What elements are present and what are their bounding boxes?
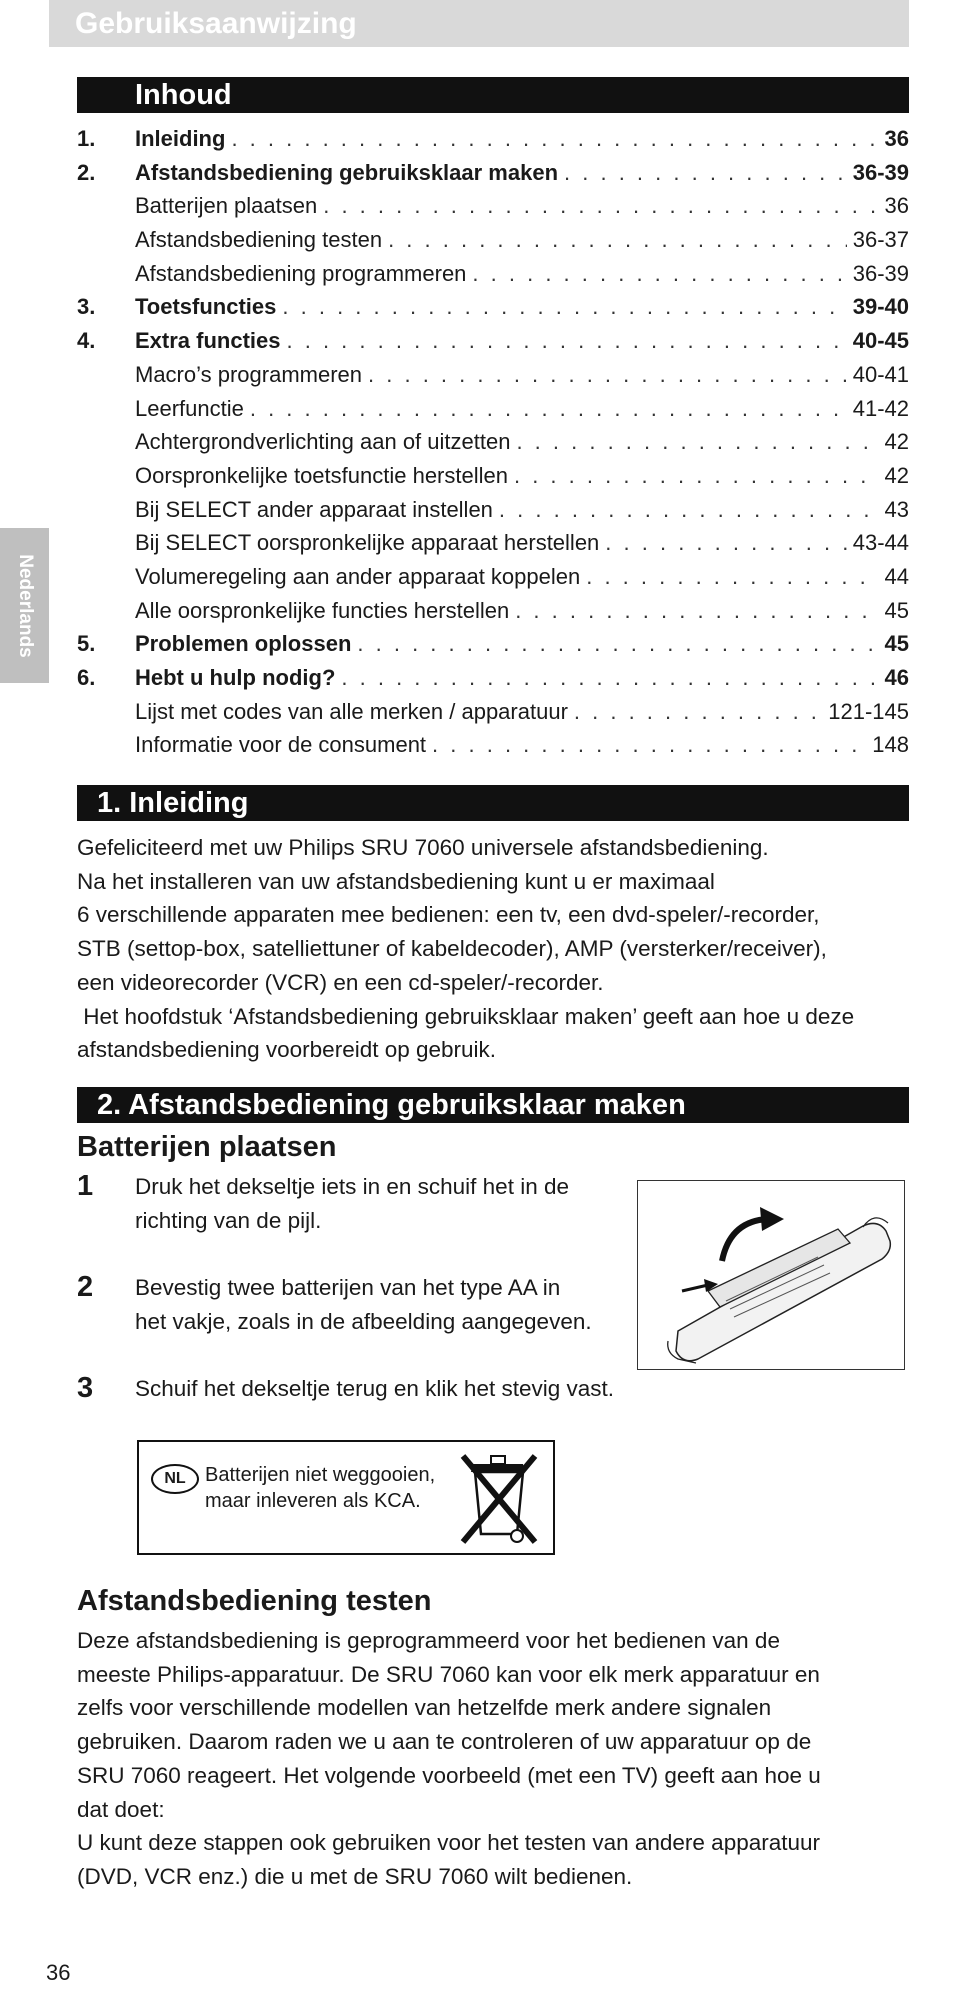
toc-page: 36 — [884, 126, 909, 151]
toc-page: 42 — [884, 462, 909, 488]
toc-page: 43 — [884, 496, 909, 522]
step-text: richting van de pijl. — [135, 1207, 322, 1233]
toc-leader-dots — [514, 463, 879, 489]
toc-page: 45 — [884, 597, 909, 623]
section1-line: een videorecorder (VCR) en een cd-speler/-recorder. — [77, 969, 604, 995]
step-text: Schuif het dekseltje terug en klik het stevig vast. — [135, 1376, 615, 1401]
toc-row — [77, 732, 909, 766]
step-number: 2 — [77, 1271, 94, 1303]
step-2 — [77, 1271, 635, 1338]
section1-line: Het hoofdstuk ‘Afstandsbediening gebruiksklaar maken’ geeft aan hoe u deze — [77, 1003, 855, 1029]
language-side-tab — [0, 528, 49, 683]
toc-label: Afstandsbediening gebruiksklaar maken — [135, 159, 559, 185]
toc-label: Inleiding — [135, 126, 226, 151]
section1-line: Gefeliciteerd met uw Philips SRU 7060 universele afstandsbediening. — [77, 835, 769, 860]
toc-number: 3. — [77, 294, 96, 320]
toc-row — [77, 328, 909, 362]
toc-number: 2. — [77, 159, 96, 185]
nl-badge: NL — [151, 1464, 199, 1494]
toc-leader-dots — [605, 530, 846, 556]
test-line: meeste Philips-apparatuur. De SRU 7060 kan voor elk merk apparatuur en — [77, 1661, 820, 1687]
toc-row — [77, 160, 909, 194]
toc-leader-dots — [472, 261, 846, 287]
test-line: Deze afstandsbediening is geprogrammeerd voor het bedienen van de — [77, 1628, 780, 1653]
toc-label: Afstandsbediening testen — [135, 227, 383, 253]
remote-control-icon — [638, 1181, 904, 1369]
toc-row — [77, 396, 909, 430]
header-title: Gebruiksaanwijzing — [75, 7, 357, 40]
toc-row — [77, 564, 909, 598]
toc-page: 41-42 — [852, 395, 909, 421]
toc-label: Hebt u hulp nodig? — [135, 665, 336, 690]
toc-leader-dots — [388, 227, 847, 253]
toc-leader-dots — [250, 396, 847, 422]
test-line: gebruiken. Daarom raden we u aan te controleren of uw apparatuur op de — [77, 1729, 812, 1755]
section1-line: STB (settop-box, satelliettuner of kabeldecoder), AMP (versterker/receiver), — [77, 936, 827, 962]
toc-title: Inhoud — [135, 79, 232, 111]
toc-page: 36-37 — [852, 227, 909, 253]
toc-row — [77, 631, 909, 665]
test-line: SRU 7060 reageert. Het volgende voorbeeld (met een TV) geeft aan hoe u — [77, 1762, 821, 1788]
step-text: het vakje, zoals in de afbeelding aangegeven. — [135, 1308, 592, 1334]
toc-label: Oorspronkelijke toetsfunctie herstellen — [135, 462, 508, 488]
toc-row — [77, 429, 909, 463]
toc-label: Problemen oplossen — [135, 631, 352, 657]
step-3 — [77, 1372, 695, 1406]
side-tab-label: Nederlands — [14, 553, 36, 658]
kca-notice — [137, 1440, 555, 1555]
toc-leader-dots — [231, 126, 878, 152]
toc-leader-dots — [323, 193, 878, 219]
toc-leader-dots — [357, 631, 878, 657]
toc-row — [77, 497, 909, 531]
toc-page: 36-39 — [852, 159, 909, 185]
toc-label: Achtergrondverlichting aan of uitzetten — [135, 429, 511, 455]
toc-page: 46 — [884, 665, 909, 690]
section1-line: Na het installeren van uw afstandsbediening kunt u er maximaal — [77, 868, 715, 894]
test-heading: Afstandsbediening testen — [77, 1585, 432, 1617]
toc-row — [77, 227, 909, 261]
toc-row — [77, 362, 909, 396]
section1-line: 6 verschillende apparaten mee bedienen: een tv, een dvd-speler/-recorder, — [77, 902, 820, 928]
toc-page: 40-45 — [852, 328, 909, 354]
toc-label: Toetsfuncties — [135, 294, 277, 320]
toc-page: 121-145 — [828, 698, 909, 724]
step-text: Bevestig twee batterijen van het type AA in — [135, 1275, 561, 1300]
toc-label: Batterijen plaatsen — [135, 193, 318, 219]
toc-leader-dots — [287, 328, 847, 354]
test-line: U kunt deze stappen ook gebruiken voor het testen van andere apparatuur — [77, 1830, 821, 1856]
section2-title-bar — [77, 1087, 909, 1123]
section2-title: 2. Afstandsbediening gebruiksklaar maken — [97, 1089, 686, 1121]
toc-label: Leerfunctie — [135, 395, 244, 421]
test-body — [77, 1624, 909, 1894]
toc-leader-dots — [432, 732, 866, 758]
test-line: dat doet: — [77, 1796, 165, 1822]
toc-page: 44 — [884, 563, 909, 589]
toc-row — [77, 598, 909, 632]
toc-label: Lijst met codes van alle merken / apparatuur — [135, 698, 568, 724]
toc-row — [77, 699, 909, 733]
step-text: Druk het dekseltje iets in en schuif het in de — [135, 1174, 569, 1199]
toc-leader-dots — [368, 362, 847, 388]
toc-leader-dots — [516, 429, 878, 455]
crossed-bin-icon — [453, 1448, 543, 1548]
toc-label: Bij SELECT oorspronkelijke apparaat herstellen — [135, 530, 600, 556]
toc-label: Afstandsbediening programmeren — [135, 260, 467, 286]
toc-page: 148 — [872, 732, 909, 758]
toc-page: 40-41 — [852, 361, 909, 387]
test-line: zelfs voor verschillende modellen van hetzelfde merk andere signalen — [77, 1695, 772, 1721]
toc-number: 4. — [77, 328, 96, 354]
toc-page: 45 — [884, 631, 909, 657]
toc-page: 42 — [884, 429, 909, 455]
toc-title-bar — [77, 77, 909, 113]
toc-label: Extra functies — [135, 328, 281, 354]
step-number: 1 — [77, 1170, 94, 1202]
toc-leader-dots — [515, 598, 878, 624]
toc-row — [77, 463, 909, 497]
battery-illustration — [637, 1180, 905, 1370]
toc-label: Bij SELECT ander apparaat instellen — [135, 496, 493, 522]
page-header — [49, 0, 909, 47]
toc-label: Alle oorspronkelijke functies herstellen — [135, 597, 510, 623]
toc-number: 1. — [77, 126, 96, 151]
table-of-contents — [77, 126, 909, 766]
page-number: 36 — [46, 1960, 71, 1985]
toc-page: 36 — [884, 193, 909, 219]
toc-label: Macro’s programmeren — [135, 361, 363, 387]
toc-row — [77, 294, 909, 328]
toc-page: 39-40 — [852, 294, 909, 320]
toc-row — [77, 126, 909, 160]
toc-leader-dots — [499, 497, 879, 523]
toc-label: Informatie voor de consument — [135, 732, 427, 758]
toc-page: 36-39 — [852, 260, 909, 286]
section1-body — [77, 831, 909, 1067]
toc-row — [77, 193, 909, 227]
kca-line: maar inleveren als KCA. — [205, 1490, 421, 1512]
toc-leader-dots — [586, 564, 878, 590]
section1-line: afstandsbediening voorbereidt op gebruik. — [77, 1037, 497, 1063]
toc-row — [77, 530, 909, 564]
toc-row — [77, 261, 909, 295]
toc-leader-dots — [341, 665, 878, 691]
toc-row — [77, 665, 909, 699]
step-1 — [77, 1170, 635, 1237]
test-line: (DVD, VCR enz.) die u met de SRU 7060 wilt bedienen. — [77, 1863, 633, 1889]
section1-title: 1. Inleiding — [97, 787, 249, 819]
kca-line: Batterijen niet weggooien, — [205, 1464, 436, 1486]
section1-title-bar — [77, 785, 909, 821]
toc-number: 6. — [77, 665, 96, 690]
toc-leader-dots — [282, 294, 846, 320]
toc-page: 43-44 — [852, 530, 909, 556]
toc-label: Volumeregeling aan ander apparaat koppelen — [135, 563, 581, 589]
batteries-heading: Batterijen plaatsen — [77, 1131, 337, 1163]
toc-number: 5. — [77, 631, 96, 657]
toc-leader-dots — [574, 699, 822, 725]
step-number: 3 — [77, 1372, 94, 1404]
toc-leader-dots — [564, 160, 847, 186]
